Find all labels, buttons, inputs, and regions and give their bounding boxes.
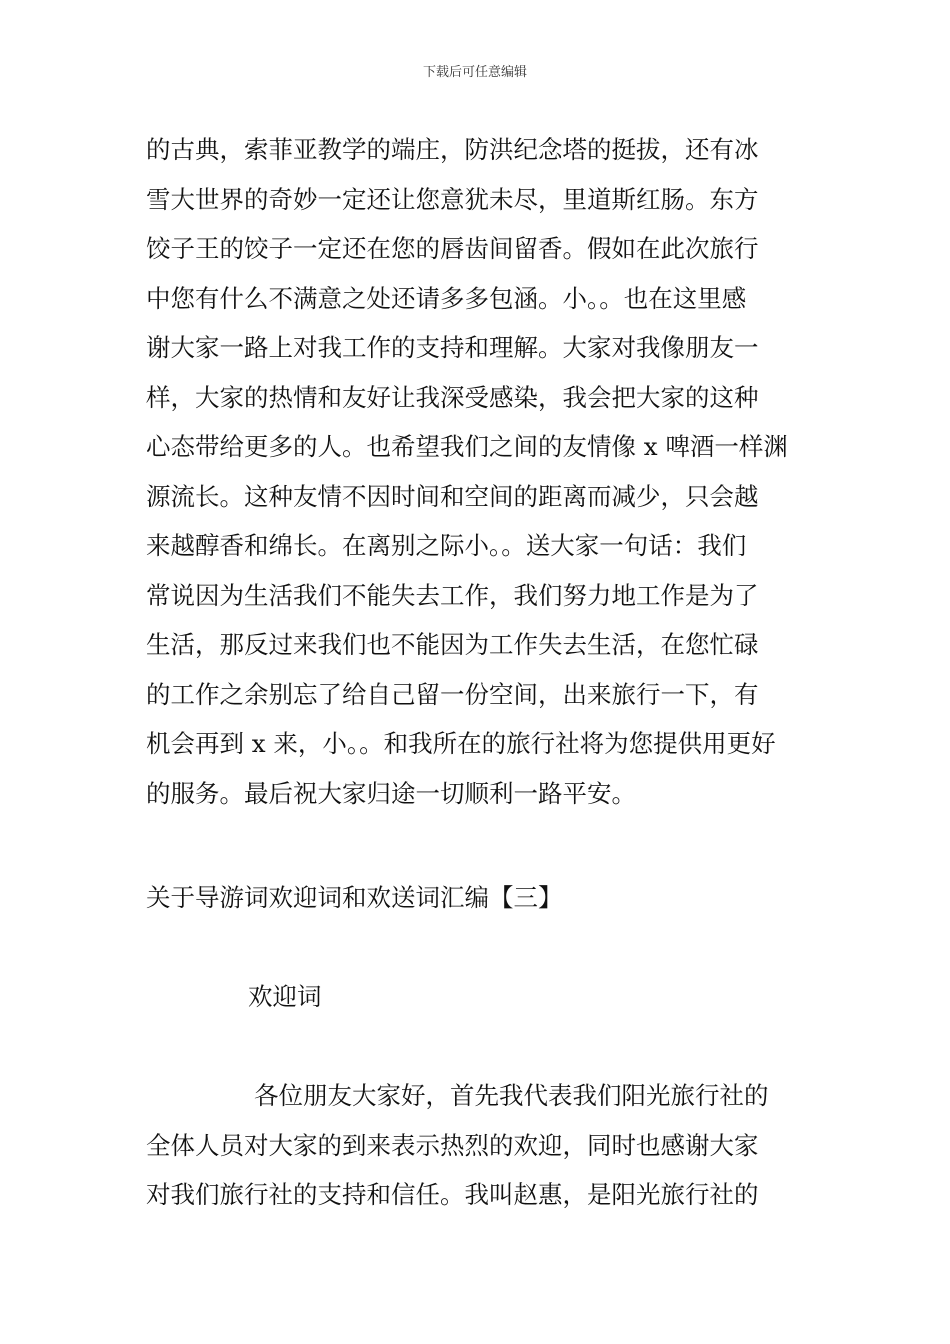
paragraph-line: 常说因为生活我们不能失去工作，我们努力地工作是为了: [146, 580, 759, 610]
paragraph-line: 谢大家一路上对我工作的支持和理解。大家对我像朋友一: [146, 333, 759, 362]
sub-heading: 欢迎词: [248, 982, 322, 1011]
paragraph-line: 中您有什么不满意之处还请多多包涵。小。。也在这里感: [146, 283, 747, 313]
paragraph-line: 生活，那反过来我们也不能因为工作失去生活，在您忙碌: [146, 630, 759, 659]
paragraph-line: 源流长。这种友情不因时间和空间的距离而减少，只会越: [146, 481, 759, 511]
paragraph-line: 的古典，索菲亚教学的端庄，防洪纪念塔的挺拔，还有冰: [146, 135, 759, 164]
farewell-paragraph: [146, 125, 810, 818]
paragraph-line: 饺子王的饺子一定还在您的唇齿间留香。假如在此次旅行: [146, 234, 759, 263]
paragraph-line: 的服务。最后祝大家归途一切顺利一路平安。: [146, 778, 636, 808]
paragraph-line: 的工作之余别忘了给自己留一份空间，出来旅行一下，有: [146, 679, 759, 709]
paragraph-line: 样，大家的热情和友好让我深受感染，我会把大家的这种: [146, 382, 759, 412]
paragraph-line: 对我们旅行社的支持和信任。我叫赵惠，是阳光旅行社的: [146, 1180, 759, 1209]
paragraph-line: 心态带给更多的人。也希望我们之间的友情像 x 啤酒一样渊: [146, 432, 788, 461]
paragraph-line: 来越醇香和绵长。在离别之际小。。送大家一句话：我们: [146, 531, 747, 560]
paragraph-line: 全体人员对大家的到来表示热烈的欢迎，同时也感谢大家: [146, 1130, 759, 1160]
page-header: 下载后可任意编辑: [422, 65, 527, 80]
section-heading: 关于导游词欢迎词和欢送词汇编【三】: [146, 883, 563, 912]
paragraph-line: 各位朋友大家好，首先我代表我们阳光旅行社的: [254, 1081, 769, 1110]
welcome-paragraph: [146, 1071, 810, 1220]
paragraph-line: 机会再到 x 来，小。。和我所在的旅行社将为您提供用更好: [146, 729, 776, 758]
paragraph-line: 雪大世界的奇妙一定还让您意犹未尽，里道斯红肠。东方: [146, 184, 759, 214]
